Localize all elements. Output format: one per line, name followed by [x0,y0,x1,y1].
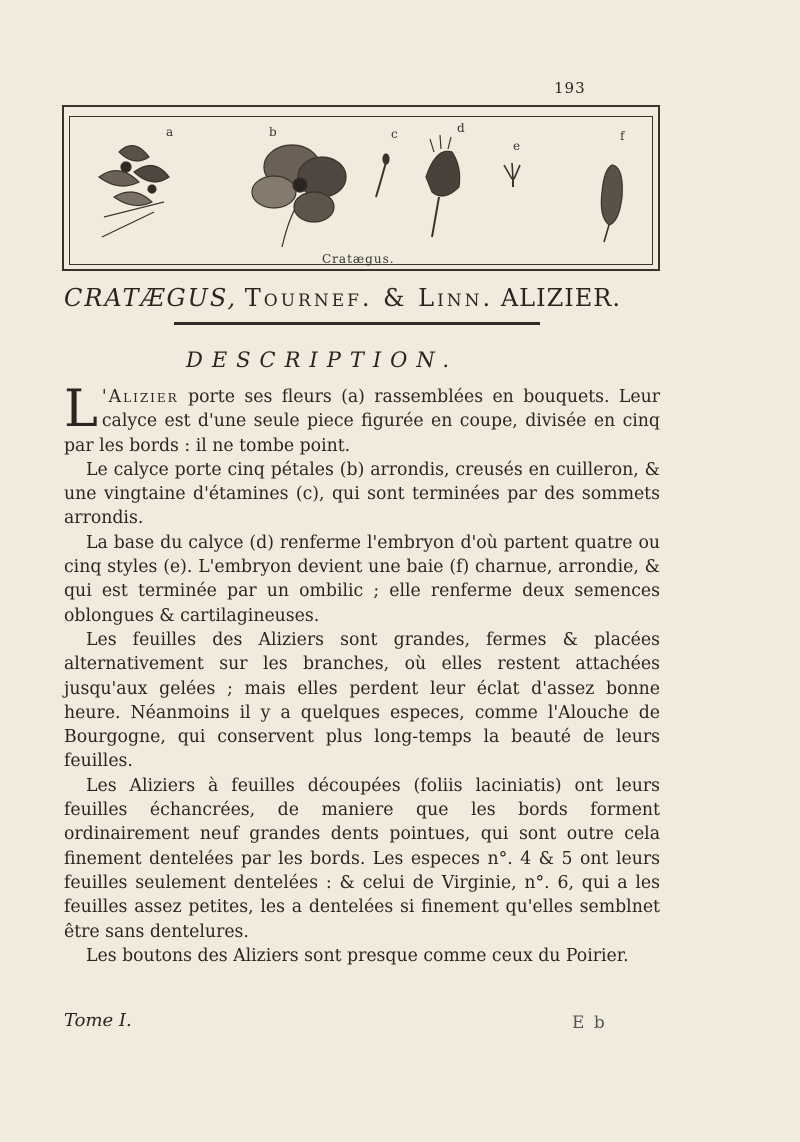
figure-c-stamen [376,154,389,197]
paragraph-2: Le calyce porte cinq pétales (b) arrondis, creusés en cuilleron, & une vingtaine d'étamines (c), qui sont terminées par des sommets arrondis. [64,459,660,529]
title-rule [174,322,540,325]
paragraph-1-text: porte ses fleurs (a) rassemblées en bouquets. Leur calyce est d'une seule piece figurée en coupe, divisée en cinq par les bords : il ne tombe point. [64,387,660,456]
plate-caption: Cratægus. [322,252,395,266]
drop-cap: L [64,380,98,439]
figure-e-styles [504,163,520,187]
plate-label-b: b [269,125,277,139]
plate-label-e: e [513,139,521,153]
plate-illustration [64,107,658,269]
lead-word: 'Alizier [101,387,179,407]
figure-d-pistil [426,135,460,237]
plate-label-f: f [620,129,625,143]
paragraph-5: Les Aliziers à feuilles découpées (foliis laciniatis) ont leurs feuilles échancrées, de maniere que les bords forment ordinairement neuf grandes dents pointues, qui sont outre cela finement dentelées par les bords. Les especes n°. 4 & 5 ont leurs feuilles seulement dentelées : & celui de Virginie, n°. 6, qui a les feuilles assez petites, les a dentelées si finement qu'elles semblnet être sans dentelures. [64,775,660,942]
paragraph-4: Les feuilles des Aliziers sont grandes, fermes & placées alternativement sur les branches, où elles restent attachées jusqu'aux gelées ; mais elles perdent leur éclat d'assez bonne heure. Néanmoins il y a quelques especes, comme l'Alouche de Bourgogne, qui conservent plus long-temps la beauté de leurs feuilles. [64,629,660,772]
genus-name: CRATÆGUS, [64,284,238,312]
figure-a-flower-cluster [99,146,169,237]
paragraph-6: Les boutons des Aliziers sont presque comme ceux du Poirier. [86,945,629,966]
page-number: 193 [554,79,586,97]
figure-b-flower [252,145,346,247]
description-text [64,380,660,968]
signature-mark: E b [572,1013,607,1033]
authority: Tournef. & Linn. [244,284,494,312]
figure-f-berry [601,165,622,242]
section-heading: DESCRIPTION. [186,348,459,372]
botanical-plate [62,105,660,271]
paragraph-3: La base du calyce (d) renferme l'embryon d'où partent quatre ou cinq styles (e). L'embryon devient une baie (f) charnue, arrondie, & qui est terminée par un ombilic ; elle renferme deux semences oblongues & cartilagineuses. [64,532,660,626]
volume-label: Tome I. [64,1010,132,1031]
french-name: ALIZIER. [500,284,621,312]
page-title [64,284,764,312]
plate-label-d: d [457,121,465,135]
paragraph-1 [64,380,660,458]
plate-label-a: a [166,125,174,139]
plate-label-c: c [391,127,398,141]
